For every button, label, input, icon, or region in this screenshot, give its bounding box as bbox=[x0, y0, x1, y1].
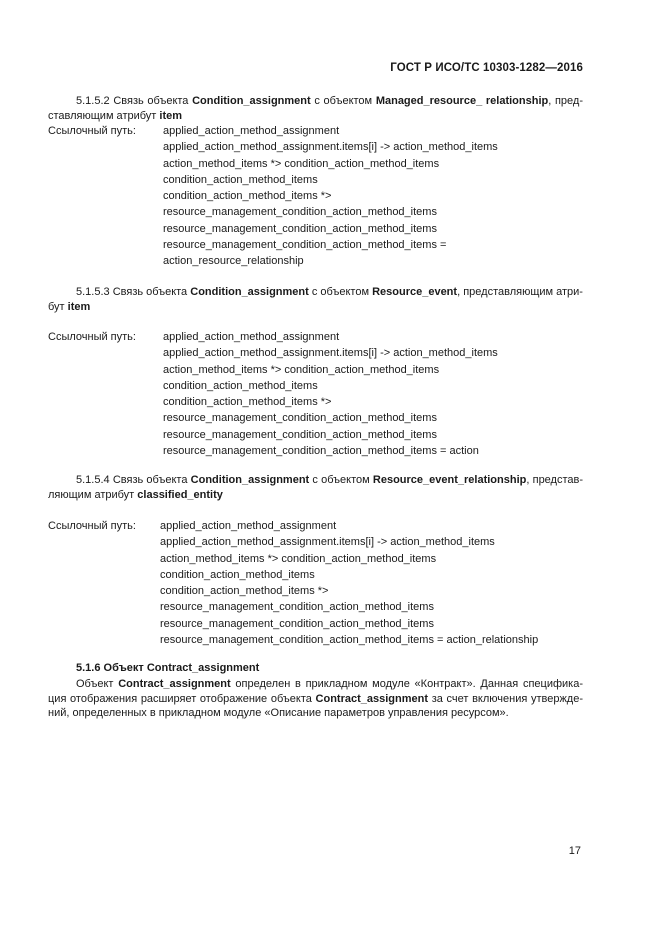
attribute-name: classified_entity bbox=[137, 488, 223, 501]
ref-line: applied_action_method_assignment.items[i] -> action_method_items bbox=[163, 141, 498, 154]
section-5-1-6-paragraph bbox=[48, 677, 583, 721]
section-number: 5.1.5.2 bbox=[76, 95, 110, 107]
entity-name: Condition_assignment bbox=[190, 286, 309, 298]
intro-text: Связь объекта bbox=[112, 474, 188, 486]
ref-line: condition_action_method_items *> bbox=[163, 190, 332, 203]
entity-name: Condition_assignment bbox=[192, 95, 311, 107]
intro-text: , представ-ляющим атрибут bbox=[48, 474, 584, 501]
ref-line: condition_action_method_items bbox=[163, 173, 318, 186]
ref-line: resource_management_condition_action_method_items bbox=[163, 206, 437, 219]
ref-line: applied_action_method_assignment bbox=[160, 520, 337, 532]
ref-line: condition_action_method_items *> bbox=[163, 396, 332, 409]
section-number: 5.1.5.3 bbox=[76, 286, 110, 298]
section-5-1-6-title: 5.1.6 Объект Contract_assignment bbox=[76, 662, 260, 674]
reference-path-label: Ссылочный путь: bbox=[48, 331, 136, 343]
section-5-1-5-2-intro bbox=[48, 94, 583, 123]
ref-line: action_resource_relationship bbox=[163, 255, 304, 268]
section-5-1-5-4-intro bbox=[48, 473, 583, 502]
attribute-name: item bbox=[159, 109, 183, 122]
page-number: 17 bbox=[568, 845, 581, 857]
ref-line: action_method_items *> condition_action_method_items bbox=[163, 363, 440, 376]
paragraph-text: за счет включения утвержде-ний, определенных в прикладном модуле «Описание параметров управления ресурсом». bbox=[48, 692, 584, 719]
ref-line: resource_management_condition_action_method_items bbox=[163, 428, 437, 441]
intro-text: , пред-ставляющим атрибут bbox=[48, 95, 583, 122]
ref-line: condition_action_method_items *> bbox=[160, 585, 329, 598]
document-header: ГОСТ Р ИСО/ТС 10303-1282—2016 bbox=[390, 62, 583, 74]
reference-path-label: Ссылочный путь: bbox=[48, 520, 136, 532]
intro-text: с объектом bbox=[312, 474, 370, 486]
ref-line: condition_action_method_items bbox=[160, 568, 315, 581]
ref-line: resource_management_condition_action_method_items = action_relationship bbox=[160, 634, 539, 647]
entity-name: Contract_assignment bbox=[315, 692, 429, 705]
intro-text: Связь объекта bbox=[112, 286, 188, 298]
ref-line: condition_action_method_items bbox=[163, 379, 318, 392]
paragraph-text: определен в прикладном модуле «Контракт». Данная специфика-ция отображения расширяет отображение объекта bbox=[48, 678, 583, 705]
ref-line: applied_action_method_assignment.items[i] -> action_method_items bbox=[163, 347, 498, 360]
target-entity: Resource_event bbox=[372, 286, 458, 298]
ref-line: applied_action_method_assignment.items[i] -> action_method_items bbox=[160, 536, 495, 549]
ref-line: resource_management_condition_action_method_items = bbox=[163, 239, 447, 252]
ref-line: applied_action_method_assignment bbox=[163, 125, 340, 137]
ref-line: resource_management_condition_action_method_items = action bbox=[163, 445, 479, 458]
ref-line: resource_management_condition_action_method_items bbox=[163, 412, 437, 425]
intro-text: , представляющим атри-бут bbox=[48, 286, 583, 313]
attribute-name: item bbox=[67, 300, 91, 313]
reference-path-lines bbox=[160, 518, 538, 648]
intro-text: с объектом bbox=[311, 286, 370, 298]
reference-path-lines bbox=[163, 123, 498, 270]
entity-name: Condition_assignment bbox=[190, 474, 310, 486]
target-entity: Managed_resource_ relationship bbox=[375, 95, 549, 107]
reference-path-lines bbox=[163, 329, 498, 459]
ref-line: action_method_items *> condition_action_method_items bbox=[163, 157, 440, 170]
ref-line: resource_management_condition_action_method_items bbox=[163, 222, 437, 235]
section-number: 5.1.5.4 bbox=[76, 474, 110, 486]
section-5-1-5-3-intro bbox=[48, 285, 583, 314]
ref-line: action_method_items *> condition_action_method_items bbox=[160, 552, 437, 565]
ref-line: resource_management_condition_action_method_items bbox=[160, 617, 434, 630]
intro-text: с объектом bbox=[314, 95, 373, 107]
entity-name: Contract_assignment bbox=[118, 678, 231, 690]
ref-line: resource_management_condition_action_method_items bbox=[160, 601, 434, 614]
target-entity: Resource_event_relationship bbox=[372, 474, 527, 486]
ref-line: applied_action_method_assignment bbox=[163, 331, 340, 343]
paragraph-text: Объект bbox=[76, 678, 114, 690]
intro-text: Связь объекта bbox=[113, 95, 189, 107]
reference-path-label: Ссылочный путь: bbox=[48, 125, 136, 137]
